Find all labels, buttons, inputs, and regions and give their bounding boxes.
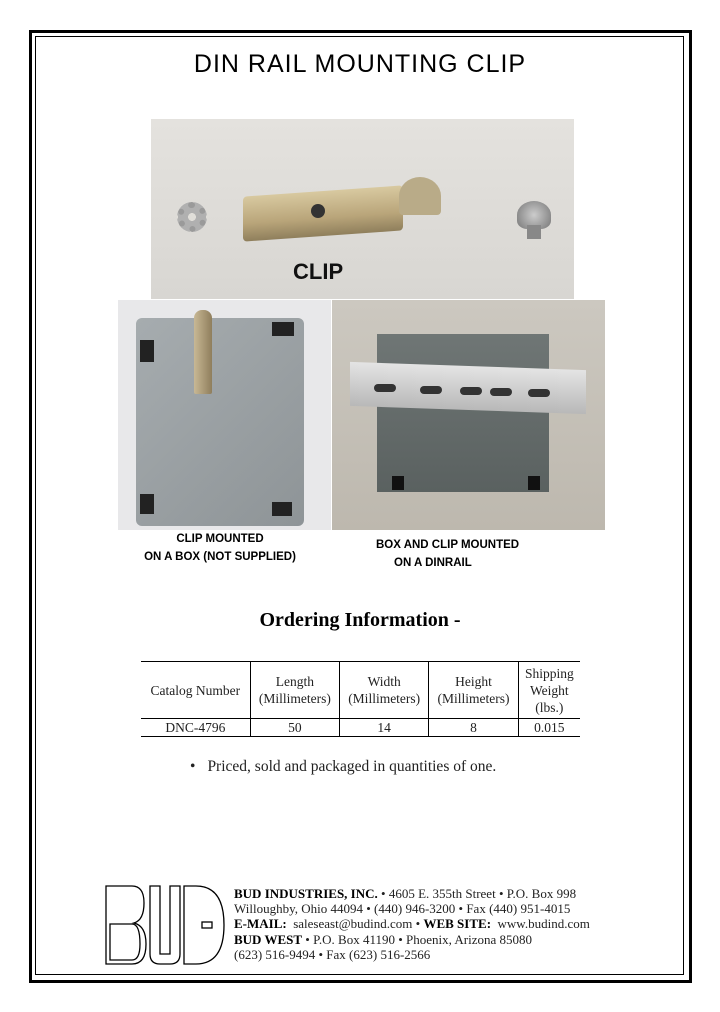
header-text: Weight bbox=[530, 682, 569, 698]
ordering-heading: Ordering Information - bbox=[259, 609, 461, 631]
rail-slot bbox=[490, 388, 512, 396]
cell-length: 50 bbox=[250, 719, 339, 737]
address-line: • 4605 E. 355th Street • P.O. Box 998 bbox=[377, 886, 577, 901]
header-text: (lbs.) bbox=[535, 699, 564, 715]
clip-hole bbox=[311, 204, 325, 218]
caption-line: BOX AND CLIP MOUNTED bbox=[376, 539, 520, 551]
table-header-row bbox=[141, 662, 580, 719]
caption-line: ON A DINRAIL bbox=[394, 557, 472, 569]
clip-photo bbox=[151, 119, 574, 299]
box-corner bbox=[140, 494, 154, 514]
box bbox=[136, 318, 304, 526]
clip-label: CLIP bbox=[293, 259, 344, 284]
box-corner bbox=[272, 502, 292, 516]
rail-slot bbox=[420, 386, 442, 394]
cell-weight: 0.015 bbox=[518, 719, 580, 737]
cell-height: 8 bbox=[429, 719, 518, 737]
box-corner bbox=[272, 322, 294, 336]
header-text: Height bbox=[455, 674, 492, 689]
company-address bbox=[234, 886, 590, 962]
page-title: DIN RAIL MOUNTING CLIP bbox=[193, 50, 527, 78]
caption-clip-mounted bbox=[130, 530, 310, 566]
phone-line: (623) 516-9494 • Fax (623) 516-2566 bbox=[234, 946, 431, 962]
address-line: Willoughby, Ohio 44094 • (440) 946-3200 • Fax (440) 951-4015 bbox=[234, 901, 571, 917]
bud-west-label: BUD WEST bbox=[234, 931, 303, 947]
header-text: Width bbox=[367, 674, 401, 689]
cell-catalog-number: DNC-4796 bbox=[165, 720, 226, 735]
header-text: Shipping bbox=[524, 665, 574, 681]
box-on-dinrail-photo bbox=[332, 300, 605, 530]
col-length bbox=[250, 662, 339, 719]
header-text: (Millimeters) bbox=[258, 691, 331, 706]
email-link[interactable]: saleseast@budind.com • bbox=[286, 916, 424, 932]
address-line: • P.O. Box 41190 • Phoenix, Arizona 85080 bbox=[302, 931, 533, 947]
box-corner bbox=[140, 340, 154, 362]
header-text: Catalog Number bbox=[150, 682, 241, 698]
rail-slot bbox=[374, 384, 396, 392]
header-text: (Millimeters) bbox=[348, 691, 421, 706]
caption-line: CLIP MOUNTED bbox=[176, 533, 264, 545]
lock-washer-icon bbox=[177, 202, 207, 232]
cell-width: 14 bbox=[340, 719, 429, 737]
company-name: BUD INDUSTRIES, INC. bbox=[234, 886, 378, 901]
col-height bbox=[429, 662, 518, 719]
col-catalog-number bbox=[141, 662, 250, 719]
website-link[interactable]: www.budind.com bbox=[491, 916, 590, 932]
col-width bbox=[340, 662, 429, 719]
note-bullet bbox=[190, 758, 496, 776]
clip-mounted-box-photo bbox=[118, 300, 331, 530]
box-corner bbox=[528, 476, 540, 490]
screw-shank bbox=[527, 225, 541, 239]
col-shipping-weight bbox=[518, 662, 580, 719]
header-text: Length bbox=[275, 674, 314, 689]
ordering-table bbox=[141, 661, 580, 737]
bullet-icon: • bbox=[190, 758, 196, 775]
header-text: (Millimeters) bbox=[437, 691, 510, 706]
rail-slot bbox=[460, 387, 482, 395]
caption-box-dinrail bbox=[360, 536, 550, 572]
clip-part bbox=[194, 310, 212, 394]
website-label: WEB SITE: bbox=[423, 916, 492, 932]
note-text: Priced, sold and packaged in quantities of one. bbox=[207, 758, 497, 775]
clip-tab bbox=[399, 177, 441, 215]
rail-slot bbox=[528, 389, 550, 397]
email-label: E-MAIL: bbox=[234, 916, 287, 932]
bud-logo bbox=[104, 884, 226, 966]
caption-line: ON A BOX (NOT SUPPLIED) bbox=[144, 551, 296, 563]
table-row bbox=[141, 719, 580, 737]
box bbox=[377, 334, 549, 492]
box-corner bbox=[392, 476, 404, 490]
